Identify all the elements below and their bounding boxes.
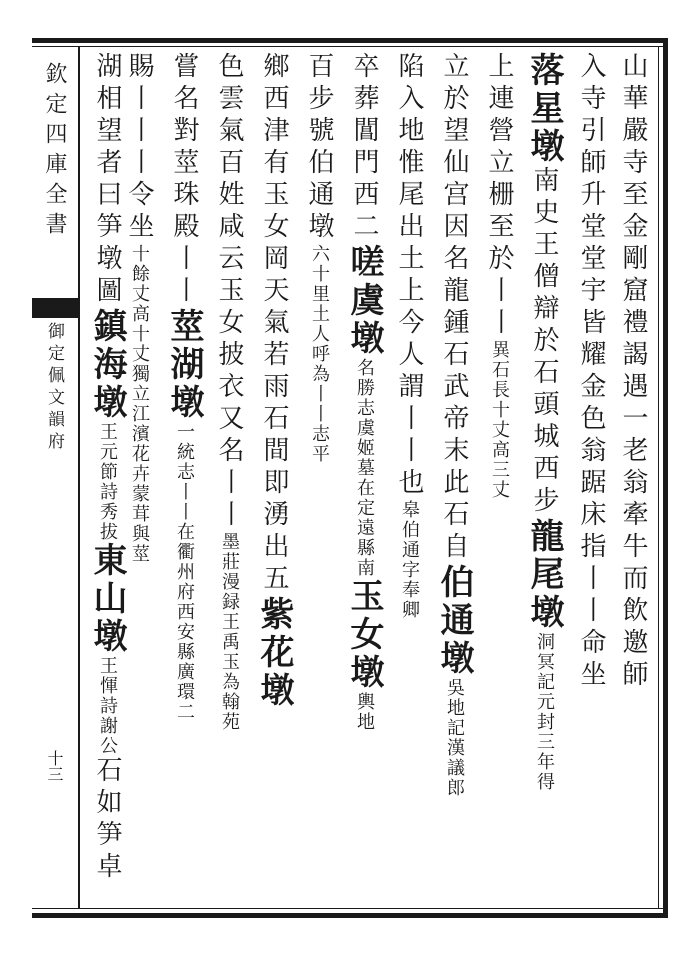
body-text: 山華嚴寺至金剛窟禮謁遇一老翁牽牛而飲邀師	[618, 52, 648, 692]
top-border-inner	[32, 46, 668, 47]
text-column-5	[433, 52, 475, 904]
annotation-text: 輿地	[354, 692, 375, 732]
body-text: 鄉西津有玉女岡天氣若雨石間即湧出五	[259, 52, 289, 596]
annotation-text: 皋伯通字奉卿	[399, 500, 420, 620]
text-column-8	[298, 52, 340, 904]
headword: 莖湖墩	[164, 308, 204, 422]
annotation-text: 名勝志虞姬墓在定遠縣南	[354, 358, 375, 578]
text-column-3	[523, 52, 565, 904]
headword: 龍尾墩	[524, 518, 564, 632]
text-column-11	[163, 52, 205, 904]
text-column-9	[253, 52, 295, 904]
headword: 鎮海墩	[87, 308, 127, 422]
text-column-4	[478, 52, 520, 904]
headword: 玉女墩	[344, 578, 384, 692]
annotation-text: 王元節詩秀拔	[97, 422, 118, 542]
annotation-text: 一統志丨丨在衢州府西安縣廣環二	[174, 422, 195, 722]
text-column-7	[343, 52, 385, 904]
text-column-13	[86, 52, 128, 904]
body-text: 陷入地惟尾出土上今人謂丨丨也	[394, 52, 424, 500]
folio-number: 十三	[45, 750, 64, 782]
body-text: 賜丨丨丨令坐	[124, 52, 154, 244]
margin-divider	[78, 46, 80, 909]
annotation-text: 洞冥記元封三年得	[534, 632, 555, 792]
body-text: 卒葬閶門西二	[349, 52, 379, 244]
body-text: 上連營立栅至於丨丨	[484, 52, 514, 340]
top-border	[32, 38, 668, 43]
annotation-text: 王惲詩謝公	[97, 656, 118, 756]
annotation-text: 異石長十丈高三丈	[489, 340, 510, 500]
annotation-text: 吳地記漢議郎	[444, 678, 465, 798]
text-column-1	[612, 52, 654, 904]
text-column-6	[388, 52, 430, 904]
annotation-text: 十餘丈高十丈獨立江濱花卉蒙茸與莖	[129, 244, 150, 564]
book-title: 御定佩文韻府	[44, 322, 64, 454]
text-column-10	[208, 52, 250, 904]
bottom-border-inner	[32, 908, 668, 909]
body-text: 色雲氣百姓咸云玉女披衣又名丨丨	[214, 52, 244, 532]
annotation-text: 六十里土人呼為丨丨	[309, 244, 330, 424]
bottom-border	[32, 913, 668, 918]
series-title: 欽定四庫全書	[42, 62, 67, 242]
headword: 紫花墩	[254, 596, 294, 710]
body-text: 百步號伯通墩	[304, 52, 334, 244]
fish-tail-marker	[32, 298, 78, 318]
headword: 東山墩	[87, 542, 127, 656]
body-text: 嘗名對莖珠殿丨丨	[169, 52, 199, 308]
annotation-text: 志平	[309, 424, 330, 464]
right-border-inner	[658, 46, 659, 909]
body-text: 立於望仙宫因名龍鍾石武帝末此石自	[439, 52, 469, 564]
body-text: 入寺引師升堂堂宇皆耀金色翁踞床指丨丨命坐	[576, 52, 606, 692]
annotation-text: 禹玉為翰苑	[219, 632, 240, 732]
body-text: 石如笋卓	[92, 756, 122, 884]
headword: 嗟虞墩	[344, 244, 384, 358]
body-text: 南史王僧辯於石頭城西步	[529, 166, 559, 518]
body-text: 湖相望者曰笋墩圖	[92, 52, 122, 308]
text-column-2	[570, 52, 612, 904]
headword: 伯通墩	[434, 564, 474, 678]
annotation-text: 墨莊漫録王	[219, 532, 240, 632]
headword: 落星墩	[524, 52, 564, 166]
right-border	[663, 38, 668, 918]
